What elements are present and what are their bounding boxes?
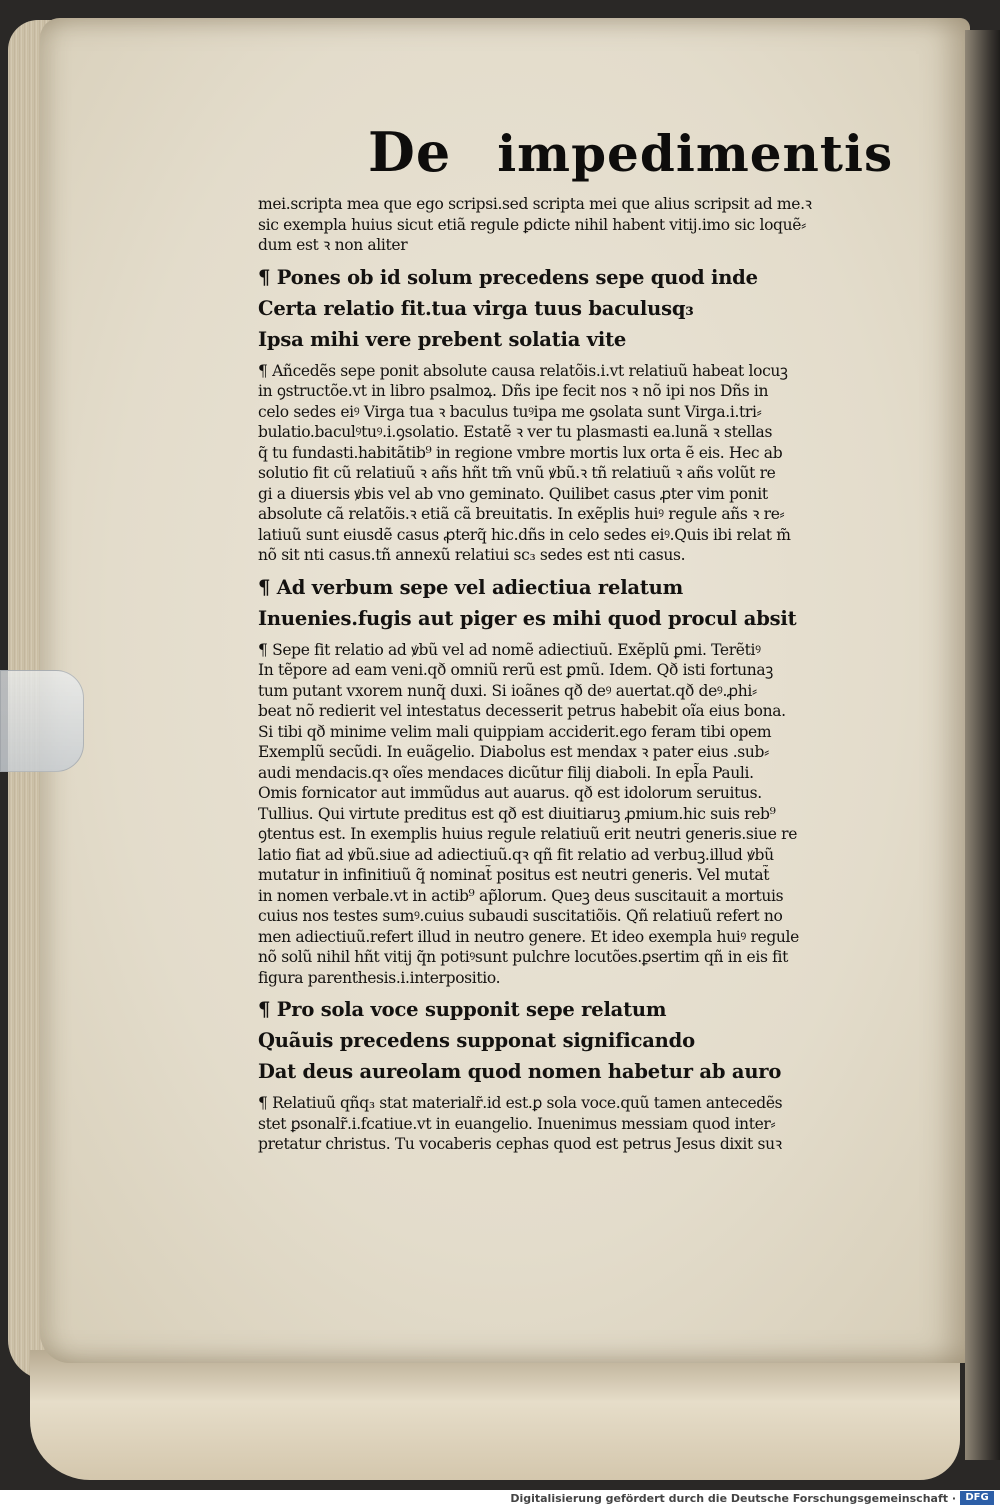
text-line: in ꝯstructõe.vt in libro psalmoꝝ. Dñs ipe fecit nos ꝛ nõ ipi nos Dñs in [258,382,769,400]
paragraph-4 [258,1093,858,1155]
page-clip [0,670,84,772]
text-line: solutio fit cũ relatiuũ ꝛ añs hñt tm̃ vnũ ꝟbũ.ꝛ tñ relatiuũ ꝛ añs volũt re [258,464,776,482]
verse-line: Inuenies.fugis aut piger es mihi quod procul absit [258,606,797,630]
text-line: latiuũ sunt eiusdẽ casus ꝓterq̃ hic.dñs in celo sedes eiꝰ.Quis ibi relat m̃ [258,525,791,544]
text-line: celo sedes eiꝰ Virga tua ꝛ baculus tuꝰipa me ꝯsolata sunt Virga.i.tri⸗ [258,402,762,421]
text-line: men adiectiuũ.refert illud in neutro genere. Et ideo exempla huiꝰ regule [258,927,799,946]
text-line: absolute cã relatõis.ꝛ etiã cã breuitatis. In exẽplis huiꝰ regule añs ꝛ re⸗ [258,505,785,523]
page-heading [258,120,894,194]
text-line: sic exempla huius sicut etiã regule ꝑdicte nihil habent vitij.imo sic loquẽ⸗ [258,215,806,234]
paragraph-1 [258,194,858,256]
text-line: Tullius. Qui virtute preditus est qð est diuitiaruꝫ ꝓmium.hic suis reb⁹ [258,804,776,823]
text-line: ¶ Sepe fit relatio ad ꝟbũ vel ad nomẽ adiectiuũ. Exẽplũ ꝑmi. Terẽtiꝰ [258,640,761,659]
paragraph-3 [258,640,858,989]
text-line: mei.scripta mea que ego scripsi.sed scripta mei que alius scripsit ad me.ꝛ [258,195,812,213]
text-line: In tẽpore ad eam veni.qð omniũ rerũ est ꝑmũ. Idem. Qð isti fortunaꝫ [258,661,773,679]
verse-line: ¶ Pro sola voce supponit sepe relatum [258,998,667,1021]
text-line: figura parenthesis.i.interpositio. [258,968,501,987]
paragraph-2 [258,361,858,566]
text-line: mutatur in infinitiuũ q̃ nominat̃ positus est neutri generis. Vel mutat̃ [258,866,770,884]
text-line: cuius nos testes sumꝰ.cuius subaudi suscitatiõis. Qñ relatiuũ refert no [258,907,783,925]
text-line: audi mendacis.qꝛ oĩes mendaces dicũtur filij diaboli. In epl̃a Pauli. [258,763,754,782]
dfg-logo: DFG [960,1491,994,1505]
text-line: ¶ Relatiuũ qñq₃ stat materialr̃.id est.ꝑ sola voce.quũ tamen antecedẽs [258,1094,783,1112]
text-line: bulatio.baculꝰtuꝰ.i.ꝯsolatio. Estatẽ ꝛ ver tu plasmasti ea.lunã ꝛ stellas [258,423,773,441]
text-line: tum putant vxorem nunq̃ duxi. Si ioãnes qð deꝰ auertat.qð deꝰ.ꝓhi⸗ [258,681,757,700]
verse-line: Ipsa mihi vere prebent solatia vite [258,327,627,351]
text-line: pretatur christus. Tu vocaberis cephas quod est petrus Jesus dixit suꝛ [258,1135,782,1153]
text-line: gi a diuersis ꝟbis vel ab vno geminato. Quilibet casus ꝓter vim ponit [258,484,768,503]
footer-credit: Digitalisierung gefördert durch die Deutsche Forschungsgemeinschaft · [510,1492,956,1505]
verse-2 [258,572,858,634]
verse-line: ¶ Ad verbum sepe vel adiectiua relatum [258,575,684,599]
page-text [258,120,894,1155]
verse-line: Certa relatio fit.tua virga tuus baculusq₃ [258,296,694,320]
text-line: latio fiat ad ꝟbũ.siue ad adiectiuũ.qꝛ qñ fit relatio ad verbuꝫ.illud ꝟbũ [258,845,774,864]
text-line: dum est ꝛ non aliter [258,236,408,254]
text-line: in nomen verbale.vt in actib⁹ ap̃lorum. Queꝫ deus suscitauit a mortuis [258,886,784,905]
book-gutter-shadow [965,30,1000,1460]
book-cover-bottom [30,1350,960,1480]
text-line: beat nõ redierit vel intestatus decesserit petrus habebit oĩa eius bona. [258,702,786,720]
heading-word-1: De [368,120,452,184]
verse-line: Dat deus aureolam quod nomen habetur ab auro [258,1060,782,1083]
text-line: Exemplũ secũdi. In euãgelio. Diabolus est mendax ꝛ pater eius .sub⸗ [258,743,769,761]
verse-3 [258,994,858,1087]
verse-1 [258,262,858,355]
verse-line: Quãuis precedens supponat significando [258,1029,695,1052]
text-line: q̃ tu fundasti.habitãtib⁹ in regione vmbre mortis lux orta ẽ eis. Hec ab [258,443,783,462]
text-line: Si tibi qð minime velim mali quippiam acciderit.ego feram tibi opem [258,722,772,741]
text-line: stet ꝑsonalr̃.i.fcatiue.vt in euangelio. Inuenimus messiam quod inter⸗ [258,1114,776,1133]
verse-line: ¶ Pones ob id solum precedens sepe quod inde [258,265,758,289]
text-line: ꝯtentus est. In exemplis huius regule relatiuũ erit neutri generis.siue re [258,825,798,843]
text-line: Omis fornicator aut immũdus aut auarus. qð est idolorum seruitus. [258,784,762,802]
text-line: nõ solũ nihil hñt vitij q̃n potiꝰsunt pulchre locutões.ꝑsertim qñ in eis fit [258,948,789,966]
heading-word-2: impedimentis [497,124,894,183]
text-line: nõ sit nti casus.tñ annexũ relatiui sc₃ sedes est nti casus. [258,546,686,564]
text-line: ¶ Añcedẽs sepe ponit absolute causa relatõis.i.vt relatiuũ habeat locuꝫ [258,361,788,380]
